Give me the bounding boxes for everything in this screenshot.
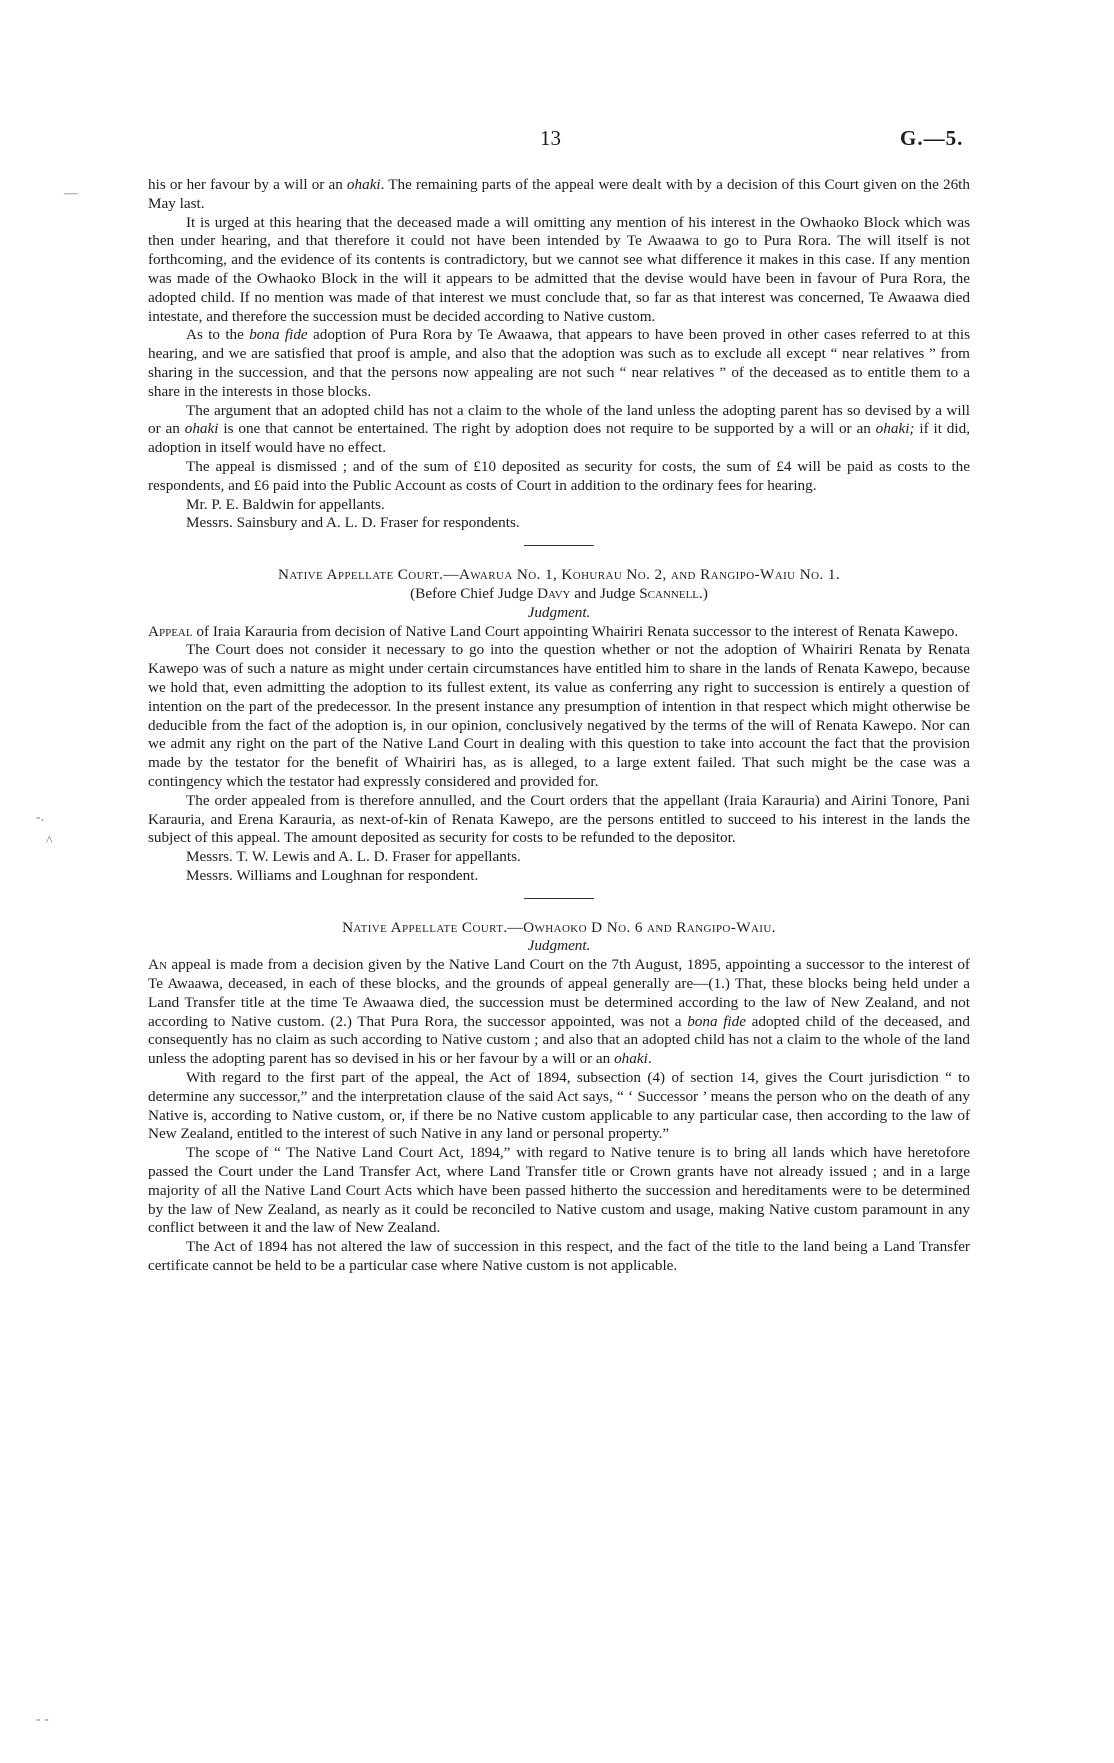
paragraph: The argument that an adopted child has not a claim to the whole of the land unless the adopting parent has so devised by a will or an ohaki is one that cannot be entertained. The right by adoption does not require to be supported by a will or an ohaki; if it did, adoption in itself would have no effect.: [148, 401, 971, 457]
section-owhaoko-judgment: [148, 919, 970, 1276]
document-reference: G.—5.: [900, 126, 964, 150]
counsel-line: Messrs. T. W. Lewis and A. L. D. Fraser for appellants.: [186, 848, 521, 866]
paragraph: The appeal is dismissed ; and of the sum of £10 deposited as security for costs, the sum of £4 will be paid as costs to the respondents, and £6 paid into the Public Account as costs of Court in addition to the ordinary fees for hearing.: [148, 457, 970, 494]
paragraph: The Act of 1894 has not altered the law of succession in this respect, and the fact of the title to the land being a Land Transfer certificate cannot be held to be a particular case where Native custom is not applicable.: [148, 1238, 970, 1275]
paragraph: The scope of “ The Native Land Court Act, 1894,” with regard to Native tenure is to bring all lands which have heretofore passed the Court under the Land Transfer Act, where Land Transfer title or Crown grants have not already issued ; and in a large majority of all the Native Land Court Acts which have been passed hitherto the succession and hereditaments were to be determined by the law of New Zealand, as nearly as it could be reconciled to Native custom and usage, making Native custom paramount in any conflict between it and the law of New Zealand.: [148, 1144, 970, 1237]
paragraph: The order appealed from is therefore annulled, and the Court orders that the appellant (Iraia Karauria) and Airini Tonore, Pani Karauria, and Erena Karauria, as next-of-kin of Renata Kawepo, are the persons entitled to succeed to his interest in the lands the subject of this appeal. The amount deposited as security for costs to be refunded to the depositor.: [148, 791, 970, 847]
margin-mark: - -: [36, 1712, 49, 1727]
paragraph: The Court does not consider it necessary to go into the question whether or not the adoption of Whairiri Renata by Renata Kawepo was of such a nature as might under certain circumstances have entitled him to share in the lands of Renata Kawepo, because we hold that, even admitting the adoption to its fullest extent, its value as conferring any right to succession is entirely a question of intention on the part of the predecessor. In the present instance any presumption of intention in that respect which might otherwise be deducible from the fact of the adoption is, in our opinion, conclusively negatived by the terms of the will of Renata Kawepo. Nor can we admit any right on the part of the Native Land Court in dealing with this question to take into account the fact that the provision made by the testator for the benefit of Whairiri has, as is alleged, to a large extent failed. That such might be the case was a contingency which the testator had expressly considered and provided for.: [148, 641, 970, 790]
page-header: [0, 126, 1114, 156]
counsel-line: Mr. P. E. Baldwin for appellants.: [186, 495, 385, 513]
margin-mark: —: [64, 186, 78, 201]
counsel-line: Messrs. Williams and Loughnan for respondent.: [186, 866, 479, 884]
judgment-heading: Judgment.: [527, 937, 591, 955]
section-divider: [524, 898, 594, 899]
paragraph: It is urged at this hearing that the deceased made a will omitting any mention of his interest in the Owhaoko Block which was then under hearing, and that therefore it could not have been intended by Te Awaawa to go to Pura Rora. The will itself is not forthcoming, and the evidence of its contents is contradictory, but we cannot see what difference it makes in this case. If any mention was made of the Owhaoko Block in the will it appears to be admitted that the devise would have been in favour of Pura Rora, the adopted child. If no mention was made of that interest we must conclude that, so far as that interest was concerned, Te Awaawa died intestate, and therefore the succession must be decided according to Native custom.: [148, 213, 970, 325]
document-body: [148, 176, 970, 1276]
paragraph: With regard to the first part of the appeal, the Act of 1894, subsection (4) of section 14, gives the Court jurisdiction “ to determine any successor,” and the interpretation clause of the said Act says, “ ‘ Successor ’ means the person who on the death of any Native is, according to Native custom, or, if there be no Native custom applicable to any particular case, then according to the law of New Zealand, entitled to the interest of such Native in any land or personal property.”: [148, 1069, 970, 1143]
margin-mark: ^: [46, 834, 53, 849]
paragraph: As to the bona fide adoption of Pura Rora by Te Awaawa, that appears to have been proved in other cases referred to at this hearing, and we are satisfied that proof is ample, and also that the adoption was such as to exclude all except “ near relatives ” from sharing in the succession, and that the persons now appealing are not such “ near relatives ” of the deceased as to entitle them to a share in the interests in those blocks.: [148, 326, 970, 400]
counsel-line: Messrs. Sainsbury and A. L. D. Fraser for respondents.: [186, 514, 520, 532]
section-owhaoko-continuation: [148, 176, 970, 533]
margin-mark: -.: [36, 810, 45, 825]
page-number: 13: [540, 126, 561, 150]
paragraph: An appeal is made from a decision given by the Native Land Court on the 7th August, 1895, appointing a successor to the interest of Te Awaawa, deceased, in each of these blocks, and the grounds of appeal generally are—(1.) That, these blocks being held under a Land Transfer title at the time Te Awaawa died, the succession must be determined according to the law of New Zealand, and not according to Native custom. (2.) That Pura Rora, the successor appointed, was not a bona fide adopted child of the deceased, and consequently has no claim as such according to Native custom ; and also that an adopted child has not a claim to the whole of the land unless the adopting parent has so devised in his or her favour by a will or an ohaki.: [148, 956, 970, 1068]
section-title: Native Appellate Court.—Awarua No. 1, Kohurau No. 2, and Rangipo-Waiu No. 1.: [277, 566, 841, 584]
section-divider: [524, 545, 594, 546]
paragraph: Appeal of Iraia Karauria from decision of Native Land Court appointing Whairiri Renata successor to the interest of Renata Kawepo.: [148, 622, 959, 640]
judgment-heading: Judgment.: [527, 603, 591, 621]
section-subtitle: (Before Chief Judge Davy and Judge Scannell.): [410, 584, 708, 602]
section-awarua-judgment: [148, 566, 970, 886]
section-title: Native Appellate Court.—Owhaoko D No. 6 and Rangipo-Waiu.: [342, 918, 776, 936]
paragraph: his or her favour by a will or an ohaki. The remaining parts of the appeal were dealt with by a decision of this Court given on the 26th May last.: [148, 176, 970, 212]
